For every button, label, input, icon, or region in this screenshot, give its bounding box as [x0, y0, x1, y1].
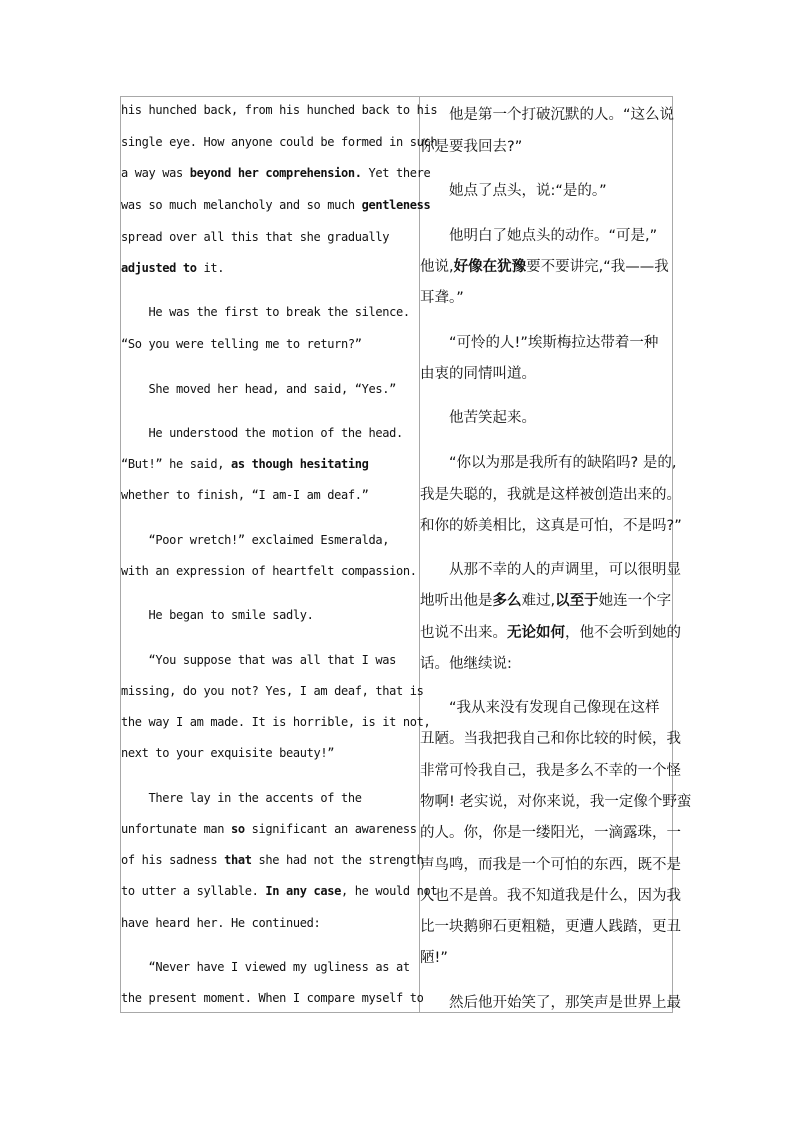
english-line: adjusted to it. — [121, 261, 225, 275]
english-line: He began to smile sadly. — [121, 608, 314, 622]
english-line: She moved her head, and said, “Yes.” — [121, 382, 396, 396]
english-line: single eye. How anyone could be formed in such — [121, 135, 438, 149]
english-line: of his sadness that she had not the strength — [121, 853, 424, 867]
english-line: He understood the motion of the head. — [121, 426, 403, 440]
chinese-line: 也说不出来。无论如何，他不会听到她的 — [420, 625, 681, 641]
chinese-line: 他明白了她点头的动作。“可是,” — [420, 228, 658, 244]
english-line: the way I am made. It is horrible, is it not, — [121, 715, 431, 729]
english-line: “Poor wretch!” exclaimed Esmeralda, — [121, 533, 390, 547]
chinese-column — [420, 97, 692, 1012]
english-line: “But!” he said, as though hesitating — [121, 457, 369, 471]
english-line: a way was beyond her comprehension. Yet there — [121, 166, 431, 180]
chinese-line: “你以为那是我所有的缺陷吗? 是的, — [420, 455, 677, 471]
english-line: was so much melancholy and so much gentleness — [121, 198, 431, 212]
chinese-line: 我是失聪的，我就是这样被创造出来的。 — [420, 487, 681, 503]
english-line: There lay in the accents of the — [121, 791, 362, 805]
chinese-line: 和你的娇美相比，这真是可怕，不是吗?” — [420, 518, 682, 534]
chinese-line: 陋!” — [420, 950, 448, 966]
chinese-line: 话。他继续说: — [420, 656, 512, 672]
chinese-line: 地听出他是多么难过,以至于她连一个字 — [420, 593, 672, 609]
chinese-line: 他说,好像在犹豫要不要讲完,“我——我 — [420, 259, 669, 275]
english-line: He was the first to break the silence. — [121, 305, 410, 319]
chinese-line: “我从来没有发现自己像现在这样 — [420, 700, 660, 716]
english-line: unfortunate man so significant an awareness — [121, 822, 417, 836]
english-line: have heard her. He continued: — [121, 916, 321, 930]
english-line: with an expression of heartfelt compassion. — [121, 564, 417, 578]
english-line: missing, do you not? Yes, I am deaf, that is — [121, 684, 424, 698]
chinese-line: 他苦笑起来。 — [420, 410, 536, 426]
chinese-line: 他是第一个打破沉默的人。“这么说 — [420, 107, 675, 123]
bilingual-table — [120, 96, 692, 1013]
english-line: the present moment. When I compare myself to — [121, 991, 424, 1005]
english-line: whether to finish, “I am-I am deaf.” — [121, 488, 369, 502]
english-line: “You suppose that was all that I was — [121, 653, 396, 667]
chinese-line: “可怜的人!”埃斯梅拉达带着一种 — [420, 335, 659, 351]
english-line: “Never have I viewed my ugliness as at — [121, 960, 410, 974]
chinese-line: 你是要我回去?” — [420, 139, 523, 155]
english-line: to utter a syllable. In any case, he would not — [121, 884, 438, 898]
chinese-line: 非常可怜我自己，我是多么不幸的一个怪 — [420, 763, 681, 779]
english-line: next to your exquisite beauty!” — [121, 746, 335, 760]
chinese-line: 人也不是兽。我不知道我是什么，因为我 — [420, 888, 681, 904]
english-column — [121, 97, 438, 1012]
chinese-line: 她点了点头，说:“是的。” — [420, 183, 607, 199]
chinese-line: 从那不幸的人的声调里，可以很明显 — [420, 562, 681, 578]
chinese-line: 耳聋。” — [420, 290, 464, 306]
chinese-line: 的人。你，你是一缕阳光，一滴露珠，一 — [420, 825, 681, 841]
english-line: “So you were telling me to return?” — [121, 337, 362, 351]
english-line: spread over all this that she gradually — [121, 230, 390, 244]
chinese-line: 然后他开始笑了，那笑声是世界上最 — [420, 995, 681, 1011]
chinese-line: 由衷的同情叫道。 — [420, 366, 536, 382]
chinese-line: 物啊! 老实说，对你来说，我一定像个野蛮 — [420, 794, 692, 810]
chinese-line: 声鸟鸣，而我是一个可怕的东西，既不是 — [420, 857, 681, 873]
english-line: his hunched back, from his hunched back to his — [121, 103, 438, 117]
chinese-line: 比一块鹅卵石更粗糙，更遭人践踏，更丑 — [420, 919, 681, 935]
chinese-line: 丑陋。当我把我自己和你比较的时候，我 — [420, 731, 681, 747]
